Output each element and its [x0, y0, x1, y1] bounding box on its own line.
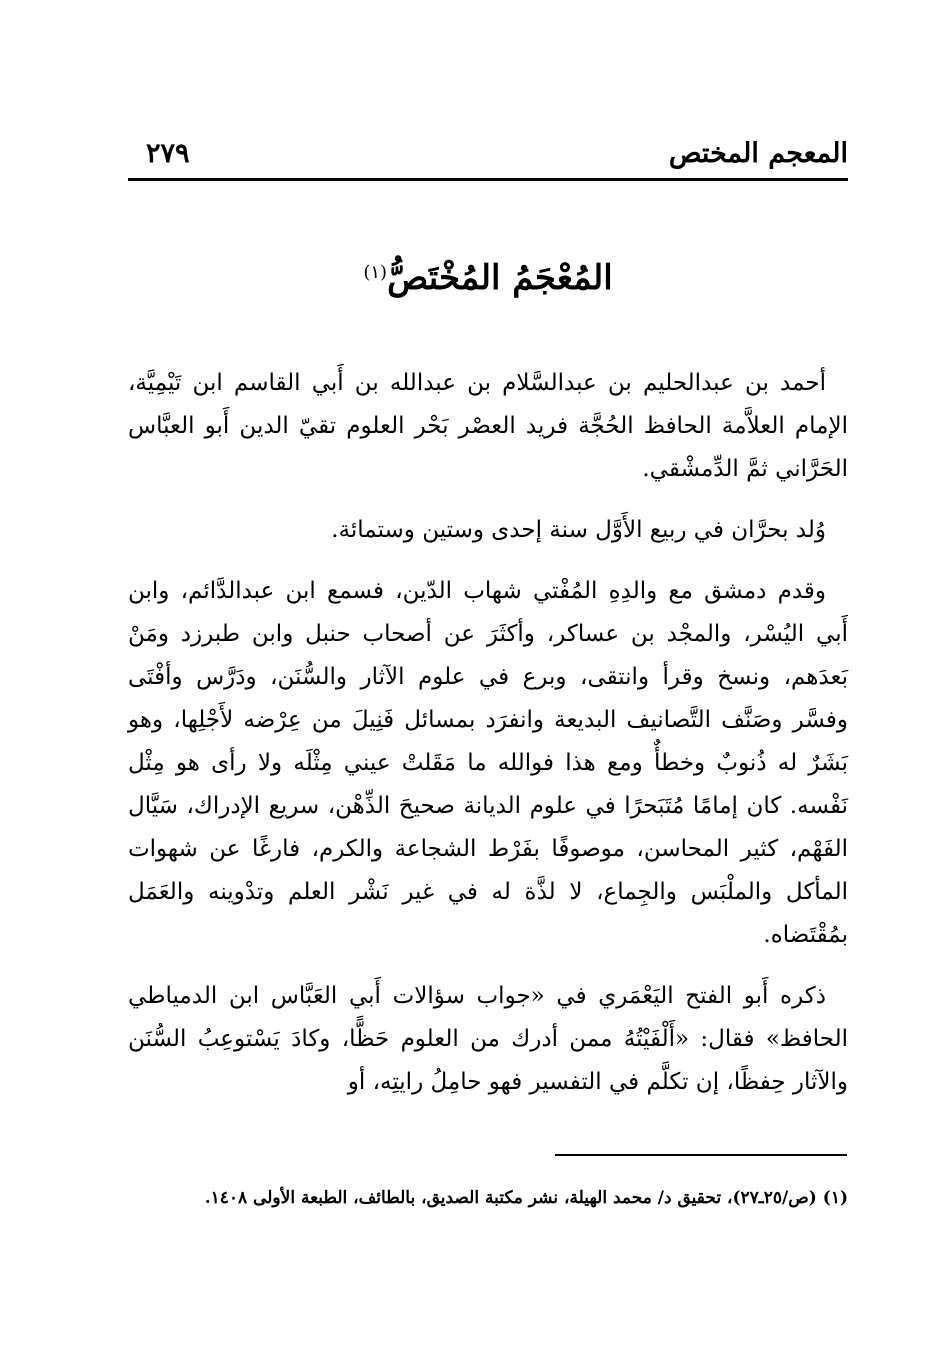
- paragraph: وُلد بحرَّان في ربيع الأَوَّل سنة إحدى وستين وستمائة.: [331, 517, 826, 543]
- chapter-title: [128, 258, 848, 298]
- paragraph: أحمد بن عبدالحليم بن عبدالسَّلام بن عبدالله بن أَبي القاسم ابن تَيْمِيَّة، الإمام العلاَّمة الحافظ الحُجَّة فريد العصْر بَحْر العلوم تقيّ الدين أَبو العبَّاس الحَرَّاني ثمَّ الدِّمشْقي.: [128, 370, 848, 482]
- page-header: [128, 138, 848, 181]
- footnote-reference[interactable]: (١): [363, 262, 388, 283]
- chapter-title-text: المُعْجَمُ المُخْتَصُّ: [387, 258, 613, 298]
- running-title: المعجم المختص: [668, 138, 848, 169]
- footnote: (١) (ص/٢٥ـ٢٧)، تحقيق د/ محمد الهيلة، نشر مكتبة الصديق، بالطائف، الطبعة الأولى ١٤٠٨.: [204, 1188, 848, 1208]
- paragraph: وقدم دمشق مع والدِهِ المُفْتي شهاب الدّين، فسمع ابن عبدالدَّائم، وابن أَبي اليُسْر، والمجْد بن عساكر، وأكثَرَ عن أصحاب حنبل وابن طبرزد ومَنْ بَعدَهم، ونسخ وقرأ وانتقى، وبرع في علوم الآثار والسُّنَن، ودَرَّس وأفْتَى وفسَّر وصَنَّف التَّصانيف البديعة وانفرَد بمسائل فَنِيلَ من عِرْضه لأَجْلِها، وهو بَشَرٌ له ذُنوبٌ وخطأٌ ومع هذا فوالله ما مَقَلتْ عيني مِثْلَه ولا رأى هو مِثْل نَفْسه. كان إمامًا مُتَبَحرًا في علوم الديانة صحيحَ الذِّهْن، سريع الإدراك، سَيَّال الفَهْم، كثير المحاسن، موصوفًا بفَرْط الشجاعة والكرم، فارغًا عن شهوات المأكل والملْبَس والجِماع، لا لذَّة له في غير نَشْر العلم وتدْوينه والعَمَل بمُقْتَضاه.: [128, 578, 848, 948]
- page-number: ٢٧٩: [146, 138, 190, 169]
- footnote-divider: [555, 1154, 847, 1156]
- body-text: [128, 362, 848, 1122]
- paragraph: ذكره أَبو الفتح اليَعْمَري في «جواب سؤالات أَبي العَبَّاس ابن الدمياطي الحافظ» فقال: «أَلْفَيْتُهُ ممن أدرك من العلوم حَظًّا، وكادَ يَسْتوعِبُ السُّنَن والآثار حِفظًا، إن تكلَّم في التفسير فهو حامِلُ رايتِه، أو: [128, 983, 848, 1095]
